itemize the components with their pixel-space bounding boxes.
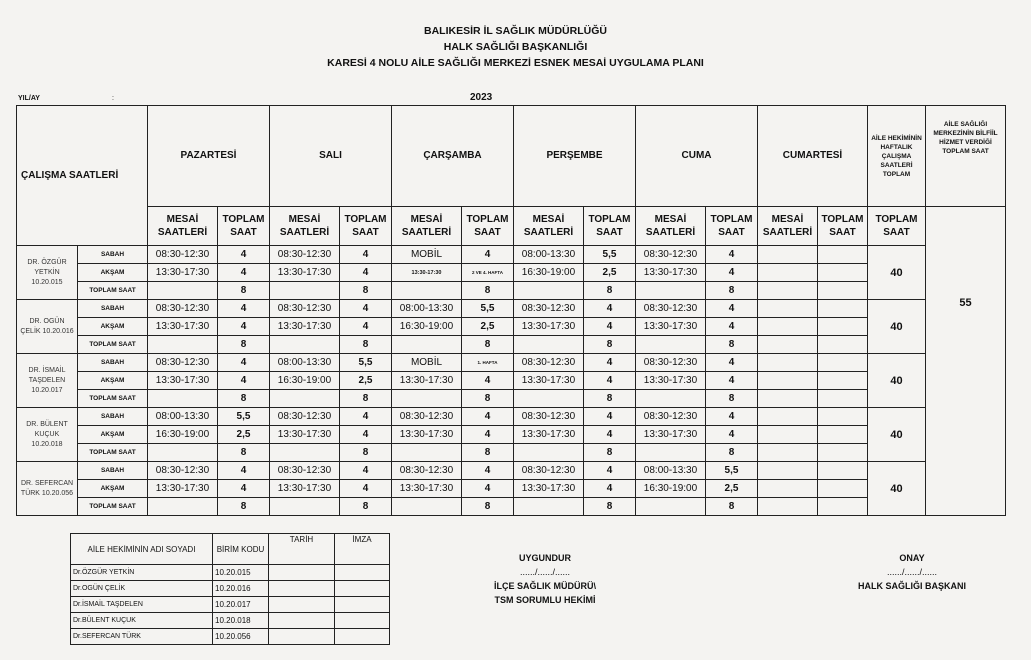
mesai-time-cell: [758, 354, 818, 372]
mesai-time-cell: 08:30-12:30: [392, 462, 462, 480]
mesai-cell-empty: [270, 444, 340, 462]
weekly-toplam-saat-header: TOPLAM SAAT: [868, 207, 926, 246]
hours-cell: 4: [584, 480, 636, 498]
mesai-time-cell: 13:30-17:30: [270, 426, 340, 444]
row-label-toplam: TOPLAM SAAT: [78, 390, 148, 408]
daily-total-cell: 8: [584, 498, 636, 516]
toplam-saat-header: TOPLAM SAAT: [218, 207, 270, 246]
table-row: [17, 246, 1006, 264]
daily-total-cell: 8: [584, 444, 636, 462]
onay-line1: HALK SAĞLIĞI BAŞKANI: [858, 581, 966, 591]
calisma-saatleri-header: ÇALIŞMA SAATLERİ: [17, 106, 148, 246]
mesai-cell-empty: [636, 390, 706, 408]
hours-cell: 4: [584, 354, 636, 372]
mesai-time-cell: 08:30-12:30: [636, 354, 706, 372]
table-row: [17, 282, 1006, 300]
weekly-hours-header: AİLE HEKİMİNİN HAFTALIK ÇALIŞMA SAATLERİ TOPLAM: [868, 106, 926, 207]
daily-total-cell: [818, 282, 868, 300]
table-row: [17, 426, 1006, 444]
hours-cell: 4: [584, 426, 636, 444]
hours-cell: 4: [340, 426, 392, 444]
hours-cell: 4: [706, 408, 758, 426]
mesai-cell-empty: [636, 336, 706, 354]
hours-cell: 4: [462, 426, 514, 444]
mesai-cell-empty: [514, 498, 584, 516]
mesai-cell-empty: [148, 336, 218, 354]
mesai-time-cell: [758, 462, 818, 480]
mesai-time-cell: 08:00-13:30: [636, 462, 706, 480]
hours-cell: [818, 408, 868, 426]
table-row: [71, 597, 390, 613]
doctor-name-cell: DR. ÖZGÜR YETKİN 10.20.015: [17, 246, 78, 300]
table-row: [71, 629, 390, 645]
row-label-toplam: TOPLAM SAAT: [78, 336, 148, 354]
day-header-pazartesi: PAZARTESİ: [148, 106, 270, 207]
sign-doctor-name: Dr.SEFERCAN TÜRK: [71, 629, 213, 645]
mesai-time-cell: 08:00-13:30: [270, 354, 340, 372]
weekly-total-cell: 40: [868, 300, 926, 354]
mesai-time-cell: [758, 246, 818, 264]
hours-cell: [818, 462, 868, 480]
toplam-saat-header: TOPLAM SAAT: [706, 207, 758, 246]
mesai-time-cell: [758, 408, 818, 426]
sign-unit-code: 10.20.018: [213, 613, 269, 629]
hours-cell: 4: [340, 318, 392, 336]
mesai-time-cell: [758, 300, 818, 318]
hours-cell: 4: [584, 408, 636, 426]
daily-total-cell: [818, 336, 868, 354]
mesai-time-cell: 16:30-19:00: [636, 480, 706, 498]
mesai-time-cell: 08:30-12:30: [514, 300, 584, 318]
doctor-name-cell: DR. BÜLENT KUÇUK 10.20.018: [17, 408, 78, 462]
table-row: [17, 264, 1006, 282]
mesai-cell-empty: [392, 498, 462, 516]
mesai-time-cell: 13:30-17:30: [392, 372, 462, 390]
mesai-cell-empty: [758, 390, 818, 408]
table-row: [17, 372, 1006, 390]
hours-cell: 4: [340, 462, 392, 480]
hours-cell: 4: [706, 264, 758, 282]
daily-total-cell: 8: [462, 444, 514, 462]
mesai-time-cell: 08:30-12:30: [148, 462, 218, 480]
hours-cell: 4: [584, 372, 636, 390]
mesai-time-cell: 13:30-17:30: [270, 264, 340, 282]
schedule-table: [16, 105, 1006, 516]
mesai-time-cell: MOBİL: [392, 246, 462, 264]
mesai-cell-empty: [148, 390, 218, 408]
asm-hours-header: AİLE SAĞLIĞI MERKEZİNİN BİLFİİL HİZMET VERDİĞİ TOPLAM SAAT: [926, 106, 1006, 207]
mesai-cell-empty: [636, 282, 706, 300]
hours-cell: 4: [706, 300, 758, 318]
daily-total-cell: 8: [706, 282, 758, 300]
day-header-cuma: CUMA: [636, 106, 758, 207]
daily-total-cell: 8: [584, 282, 636, 300]
daily-total-cell: 8: [706, 390, 758, 408]
daily-total-cell: 8: [340, 282, 392, 300]
mesai-time-cell: 08:00-13:30: [392, 300, 462, 318]
mesai-saatleri-header: MESAİ SAATLERİ: [148, 207, 218, 246]
day-header-carsamba: ÇARŞAMBA: [392, 106, 514, 207]
sign-date-field[interactable]: [269, 613, 335, 629]
mesai-time-cell: 13:30-17:30: [148, 318, 218, 336]
mesai-cell-empty: [148, 498, 218, 516]
mesai-cell-empty: [758, 444, 818, 462]
mesai-saatleri-header: MESAİ SAATLERİ: [758, 207, 818, 246]
mesai-time-cell: [758, 480, 818, 498]
mesai-cell-empty: [270, 282, 340, 300]
yil-ay-label: YIL/AY: [18, 95, 40, 102]
daily-total-cell: 8: [462, 390, 514, 408]
mesai-cell-empty: [392, 282, 462, 300]
mesai-time-cell: 08:30-12:30: [148, 246, 218, 264]
onay-block: [842, 551, 982, 593]
mesai-time-cell: 08:30-12:30: [270, 246, 340, 264]
hours-cell: 4: [462, 372, 514, 390]
mesai-cell-empty: [392, 336, 462, 354]
mesai-time-cell: 13:30-17:30: [514, 480, 584, 498]
daily-total-cell: 8: [462, 498, 514, 516]
asm-total-hours: 55: [926, 207, 1006, 516]
hours-cell: 5,5: [706, 462, 758, 480]
mesai-saatleri-header: MESAİ SAATLERİ: [636, 207, 706, 246]
hours-cell: 4: [218, 300, 270, 318]
yil-ay-colon: :: [112, 95, 114, 102]
hours-cell: 4: [340, 246, 392, 264]
table-row: [17, 354, 1006, 372]
hours-cell: 2,5: [340, 372, 392, 390]
hours-cell: 4: [218, 318, 270, 336]
daily-total-cell: 8: [462, 282, 514, 300]
sign-signature-field[interactable]: [335, 565, 390, 581]
mesai-time-cell: 16:30-19:00: [514, 264, 584, 282]
weekly-total-cell: 40: [868, 408, 926, 462]
hours-cell: 4: [340, 480, 392, 498]
mesai-time-cell: 13:30-17:30: [270, 480, 340, 498]
mesai-saatleri-header: MESAİ SAATLERİ: [270, 207, 340, 246]
sign-header-date: TARİH: [269, 534, 335, 565]
mesai-cell-empty: [148, 282, 218, 300]
uygundur-line2: TSM SORUMLU HEKİMİ: [494, 595, 596, 605]
daily-total-cell: [818, 390, 868, 408]
sign-header-signature: İMZA: [335, 534, 390, 565]
weekly-total-cell: 40: [868, 246, 926, 300]
mesai-time-cell: 08:30-12:30: [636, 408, 706, 426]
daily-total-cell: [818, 444, 868, 462]
mesai-time-cell: 13:30-17:30: [636, 426, 706, 444]
daily-total-cell: 8: [462, 336, 514, 354]
toplam-saat-header: TOPLAM SAAT: [818, 207, 868, 246]
daily-total-cell: 8: [218, 282, 270, 300]
mesai-cell-empty: [636, 444, 706, 462]
mesai-time-cell: 13:30-17:30: [392, 264, 462, 282]
uygundur-title: UYGUNDUR: [518, 553, 571, 563]
hours-cell: 5,5: [340, 354, 392, 372]
hours-cell: 5,5: [462, 300, 514, 318]
mesai-time-cell: 08:30-12:30: [270, 300, 340, 318]
hours-cell: 4: [218, 462, 270, 480]
mesai-time-cell: 08:30-12:30: [514, 462, 584, 480]
hours-cell: [818, 300, 868, 318]
hours-cell: 4: [462, 408, 514, 426]
row-label-toplam: TOPLAM SAAT: [78, 498, 148, 516]
mesai-cell-empty: [514, 282, 584, 300]
table-row: [17, 444, 1006, 462]
mesai-cell-empty: [392, 390, 462, 408]
mesai-cell-empty: [514, 390, 584, 408]
mesai-time-cell: 08:30-12:30: [636, 246, 706, 264]
hours-cell: 4: [218, 246, 270, 264]
sign-unit-code: 10.20.015: [213, 565, 269, 581]
toplam-saat-header: TOPLAM SAAT: [340, 207, 392, 246]
row-label-toplam: TOPLAM SAAT: [78, 444, 148, 462]
mesai-time-cell: 13:30-17:30: [392, 426, 462, 444]
hours-cell: 5,5: [584, 246, 636, 264]
mesai-time-cell: 08:30-12:30: [148, 354, 218, 372]
toplam-saat-header: TOPLAM SAAT: [584, 207, 636, 246]
table-row: [17, 390, 1006, 408]
mesai-time-cell: 08:30-12:30: [270, 462, 340, 480]
hours-cell: 2,5: [218, 426, 270, 444]
year-value: 2023: [470, 92, 493, 103]
hours-cell: 4: [462, 246, 514, 264]
hours-cell: 4: [340, 300, 392, 318]
sign-date-field[interactable]: [269, 597, 335, 613]
daily-total-cell: 8: [706, 444, 758, 462]
table-row: [17, 318, 1006, 336]
header-line-1: BALIKESİR İL SAĞLIK MÜDÜRLÜĞÜ: [424, 25, 607, 37]
mesai-saatleri-header: MESAİ SAATLERİ: [514, 207, 584, 246]
sign-header-code: BİRİM KODU: [213, 534, 269, 565]
doctor-name-cell: DR. İSMAİL TAŞDELEN 10.20.017: [17, 354, 78, 408]
mesai-time-cell: 08:00-13:30: [148, 408, 218, 426]
hours-cell: 4: [218, 372, 270, 390]
onay-title: ONAY: [899, 553, 925, 563]
hours-cell: 2 VE 4. HAFTA: [462, 264, 514, 282]
hours-cell: [818, 480, 868, 498]
daily-total-cell: 8: [706, 498, 758, 516]
hours-cell: 4: [706, 372, 758, 390]
mesai-cell-empty: [758, 498, 818, 516]
row-label-aksam: AKŞAM: [78, 426, 148, 444]
table-row: [17, 462, 1006, 480]
row-label-sabah: SABAH: [78, 462, 148, 480]
toplam-saat-header: TOPLAM SAAT: [462, 207, 514, 246]
mesai-cell-empty: [514, 444, 584, 462]
row-label-aksam: AKŞAM: [78, 480, 148, 498]
sign-date-field[interactable]: [269, 565, 335, 581]
row-label-aksam: AKŞAM: [78, 264, 148, 282]
signature-table: [70, 533, 390, 645]
sign-date-field[interactable]: [269, 629, 335, 645]
daily-total-cell: 8: [218, 336, 270, 354]
hours-cell: 4: [340, 408, 392, 426]
mesai-time-cell: 08:30-12:30: [270, 408, 340, 426]
uygundur-line1: İLÇE SAĞLIK MÜDÜRÜ\: [494, 581, 596, 591]
mesai-cell-empty: [270, 498, 340, 516]
mesai-time-cell: 08:30-12:30: [392, 408, 462, 426]
table-row: [71, 581, 390, 597]
hours-cell: 4: [584, 300, 636, 318]
mesai-time-cell: 13:30-17:30: [514, 318, 584, 336]
row-label-aksam: AKŞAM: [78, 372, 148, 390]
mesai-cell-empty: [270, 390, 340, 408]
day-header-persembe: PERŞEMBE: [514, 106, 636, 207]
mesai-time-cell: 16:30-19:00: [148, 426, 218, 444]
sign-unit-code: 10.20.056: [213, 629, 269, 645]
mesai-time-cell: 08:00-13:30: [514, 246, 584, 264]
hours-cell: 4: [462, 480, 514, 498]
daily-total-cell: 8: [584, 390, 636, 408]
daily-total-cell: 8: [218, 444, 270, 462]
hours-cell: 4: [706, 318, 758, 336]
mesai-time-cell: 13:30-17:30: [270, 318, 340, 336]
hours-cell: 1. HAFTA: [462, 354, 514, 372]
mesai-time-cell: [758, 318, 818, 336]
mesai-time-cell: 16:30-19:00: [392, 318, 462, 336]
uygundur-date: ....../....../......: [519, 567, 570, 577]
hours-cell: 5,5: [218, 408, 270, 426]
hours-cell: 4: [218, 480, 270, 498]
daily-total-cell: [818, 498, 868, 516]
header-line-2: HALK SAĞLIĞI BAŞKANLIĞI: [443, 41, 588, 53]
header-line-3: KARESİ 4 NOLU AİLE SAĞLIĞI MERKEZİ ESNEK MESAİ UYGULAMA PLANI: [327, 57, 704, 69]
mesai-time-cell: 08:30-12:30: [514, 354, 584, 372]
hours-cell: 4: [218, 354, 270, 372]
daily-total-cell: 8: [706, 336, 758, 354]
table-row: [17, 498, 1006, 516]
hours-cell: [818, 372, 868, 390]
weekly-total-cell: 40: [868, 354, 926, 408]
mesai-cell-empty: [514, 336, 584, 354]
hours-cell: 4: [584, 318, 636, 336]
sign-signature-field[interactable]: [335, 629, 390, 645]
sign-doctor-name: Dr.BÜLENT KUÇUK: [71, 613, 213, 629]
sign-doctor-name: Dr.ÖZGÜR YETKİN: [71, 565, 213, 581]
hours-cell: 2,5: [706, 480, 758, 498]
mesai-time-cell: 13:30-17:30: [514, 372, 584, 390]
sign-unit-code: 10.20.016: [213, 581, 269, 597]
mesai-cell-empty: [270, 336, 340, 354]
hours-cell: [818, 426, 868, 444]
sign-signature-field[interactable]: [335, 581, 390, 597]
mesai-time-cell: 13:30-17:30: [148, 372, 218, 390]
daily-total-cell: 8: [218, 498, 270, 516]
weekly-total-cell: 40: [868, 462, 926, 516]
table-row: [71, 613, 390, 629]
row-label-sabah: SABAH: [78, 354, 148, 372]
mesai-time-cell: 13:30-17:30: [148, 480, 218, 498]
sign-header-name: AİLE HEKİMİNİN ADI SOYADI: [71, 534, 213, 565]
mesai-saatleri-header: MESAİ SAATLERİ: [392, 207, 462, 246]
day-header-sali: SALI: [270, 106, 392, 207]
table-row: [17, 408, 1006, 426]
doctor-name-cell: DR. OGÜN ÇELİK 10.20.016: [17, 300, 78, 354]
row-label-sabah: SABAH: [78, 408, 148, 426]
sign-unit-code: 10.20.017: [213, 597, 269, 613]
daily-total-cell: 8: [340, 336, 392, 354]
daily-total-cell: 8: [218, 390, 270, 408]
day-header-cumartesi: CUMARTESİ: [758, 106, 868, 207]
row-label-toplam: TOPLAM SAAT: [78, 282, 148, 300]
hours-cell: 4: [218, 264, 270, 282]
mesai-time-cell: [758, 372, 818, 390]
mesai-time-cell: 13:30-17:30: [636, 372, 706, 390]
table-row: [71, 565, 390, 581]
sign-doctor-name: Dr.OGÜN ÇELİK: [71, 581, 213, 597]
row-label-sabah: SABAH: [78, 246, 148, 264]
mesai-time-cell: MOBİL: [392, 354, 462, 372]
daily-total-cell: 8: [340, 390, 392, 408]
uygundur-block: [470, 551, 620, 607]
mesai-time-cell: [758, 264, 818, 282]
mesai-time-cell: 16:30-19:00: [270, 372, 340, 390]
sign-doctor-name: Dr.İSMAİL TAŞDELEN: [71, 597, 213, 613]
mesai-cell-empty: [392, 444, 462, 462]
mesai-cell-empty: [636, 498, 706, 516]
daily-total-cell: 8: [340, 444, 392, 462]
onay-date: ....../....../......: [886, 567, 937, 577]
hours-cell: [818, 354, 868, 372]
hours-cell: [818, 246, 868, 264]
mesai-time-cell: 13:30-17:30: [636, 264, 706, 282]
hours-cell: 4: [706, 246, 758, 264]
mesai-time-cell: 08:30-12:30: [148, 300, 218, 318]
table-row: [17, 336, 1006, 354]
hours-cell: 4: [340, 264, 392, 282]
mesai-time-cell: 13:30-17:30: [636, 318, 706, 336]
hours-cell: [818, 318, 868, 336]
table-row: [17, 480, 1006, 498]
doctor-name-cell: DR. SEFERCAN TÜRK 10.20.056: [17, 462, 78, 516]
hours-cell: [818, 264, 868, 282]
hours-cell: 4: [706, 354, 758, 372]
mesai-time-cell: 08:30-12:30: [514, 408, 584, 426]
sign-signature-field[interactable]: [335, 613, 390, 629]
daily-total-cell: 8: [584, 336, 636, 354]
hours-cell: 4: [584, 462, 636, 480]
mesai-cell-empty: [148, 444, 218, 462]
mesai-cell-empty: [758, 282, 818, 300]
mesai-cell-empty: [758, 336, 818, 354]
mesai-time-cell: 13:30-17:30: [514, 426, 584, 444]
hours-cell: 2,5: [584, 264, 636, 282]
hours-cell: 4: [706, 426, 758, 444]
mesai-time-cell: 08:30-12:30: [636, 300, 706, 318]
row-label-sabah: SABAH: [78, 300, 148, 318]
mesai-time-cell: [758, 426, 818, 444]
row-label-aksam: AKŞAM: [78, 318, 148, 336]
hours-cell: 4: [462, 462, 514, 480]
mesai-time-cell: 13:30-17:30: [148, 264, 218, 282]
table-row: [17, 300, 1006, 318]
mesai-time-cell: 13:30-17:30: [392, 480, 462, 498]
sign-signature-field[interactable]: [335, 597, 390, 613]
sign-date-field[interactable]: [269, 581, 335, 597]
hours-cell: 2,5: [462, 318, 514, 336]
daily-total-cell: 8: [340, 498, 392, 516]
